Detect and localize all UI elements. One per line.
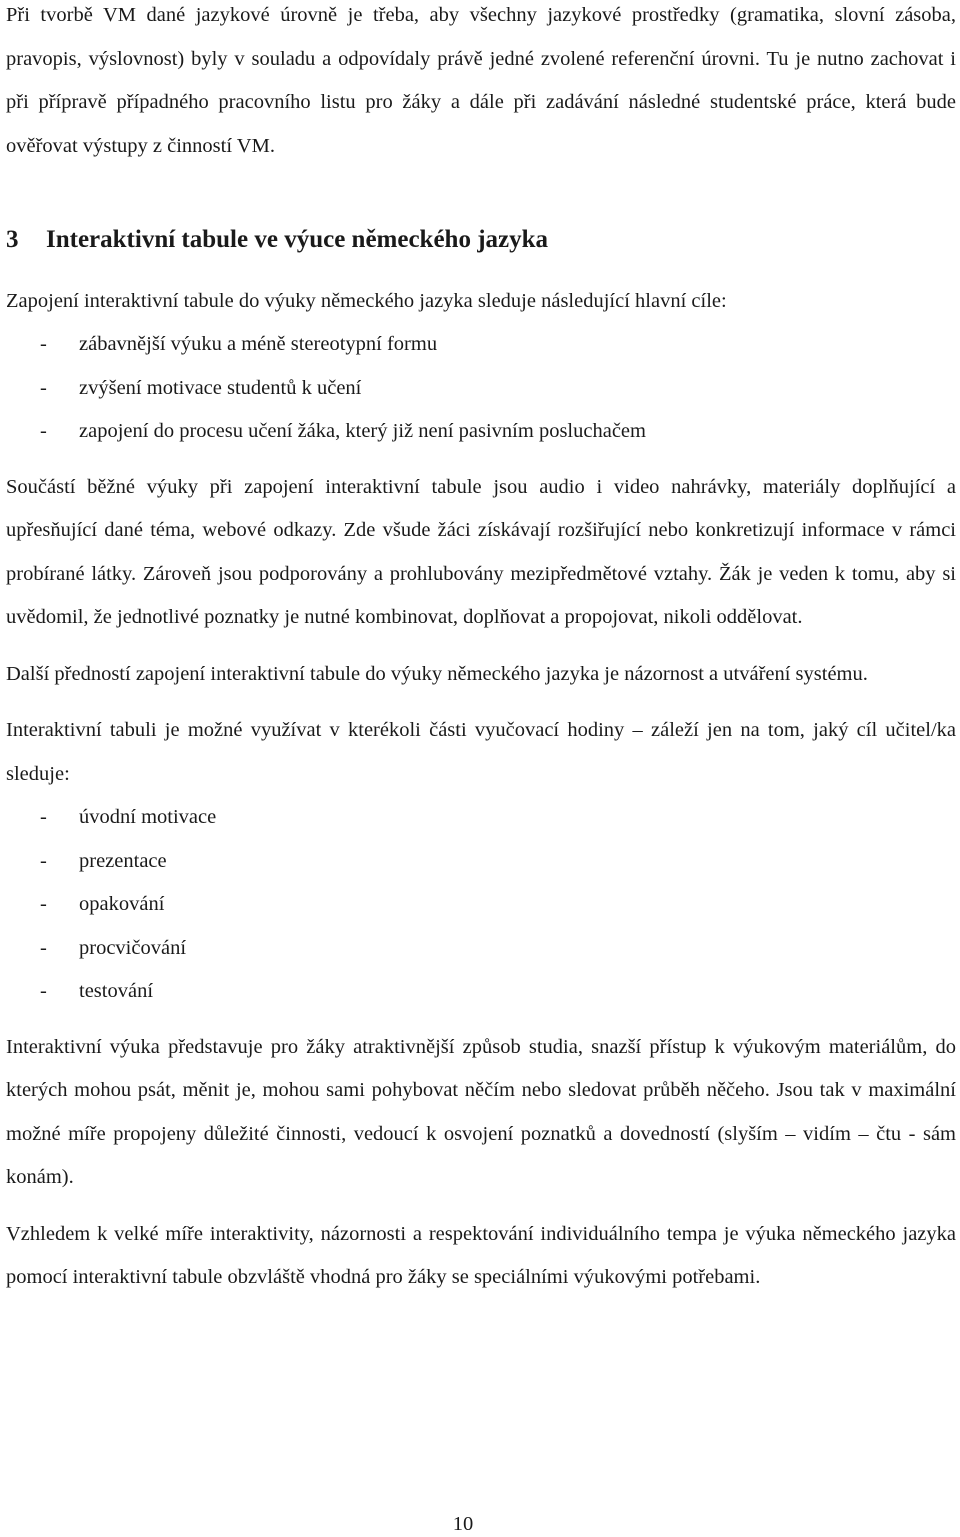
uses-list [6, 796, 956, 1014]
advantage-paragraph: Další předností zapojení interaktivní tabule do výuky německého jazyka je názornost a utváření systému. [6, 662, 868, 685]
goals-intro: Zapojení interaktivní tabule do výuky německého jazyka sleduje následující hlavní cíle: [6, 289, 727, 312]
interactive-paragraph: Interaktivní výuka představuje pro žáky atraktivnější způsob studia, snazší přístup k výukovým materiálům, do kterých mohou psát, měnit je, mohou sami pohybovat něčím nebo sledovat průběh něčeho. Jsou tak v maximální možné míře propojeny důležité činnosti, vedoucí k osvojení poznatků a dovedností (slyším – vidím – čtu - sám konám). [6, 1035, 956, 1188]
goals-list [6, 323, 956, 454]
components-paragraph: Součástí běžné výuky při zapojení interaktivní tabule jsou audio i video nahrávky, materiály doplňující a upřesňující dané téma, webové odkazy. Zde všude žáci získávají rozšiřující nebo konkretizují informace v rámci probírané látky. Zároveň jsou podporovány a prohlubovány mezipředmětové vztahy. Žák je veden k tomu, aby si uvědomil, že jednotlivé poznatky je nutné kombinovat, doplňovat a propojovat, nikoli oddělovat. [6, 475, 956, 628]
list-item: - opakování [6, 883, 956, 927]
list-item: - zapojení do procesu učení žáka, který již není pasivním posluchačem [6, 410, 956, 454]
section-title: Interaktivní tabule ve výuce německého jazyka [46, 226, 549, 253]
section-heading [6, 218, 956, 262]
list-item: - úvodní motivace [6, 796, 956, 840]
list-item: - prezentace [6, 840, 956, 884]
list-item: - zábavnější výuku a méně stereotypní formu [6, 323, 956, 367]
conclusion-paragraph: Vzhledem k velké míře interaktivity, názornosti a respektování individuálního tempa je výuka německého jazyka pomocí interaktivní tabule obzvláště vhodná pro žáky se speciálními výukovými potřebami. [6, 1222, 956, 1288]
list-item: - procvičování [6, 927, 956, 971]
uses-intro: Interaktivní tabuli je možné využívat v kterékoli části vyučovací hodiny – záleží jen na tom, jaký cíl učitel/ka sleduje: [6, 719, 956, 785]
intro-paragraph: Při tvorbě VM dané jazykové úrovně je třeba, aby všechny jazykové prostředky (gramatika, slovní zásoba, pravopis, výslovnost) byly v souladu a odpovídaly právě jedné zvolené referenční úrovni. Tu je nutno zachovat i při přípravě případného pracovního listu pro žáky a dále při zadávání následné studentské práce, která bude ověřovat výstupy z činností VM. [6, 4, 956, 157]
list-item: - zvýšení motivace studentů k učení [6, 367, 956, 411]
page-content [6, 0, 956, 1300]
page-number: 10 [452, 1513, 474, 1535]
list-item: - testování [6, 970, 956, 1014]
section-number: 3 [6, 226, 19, 253]
